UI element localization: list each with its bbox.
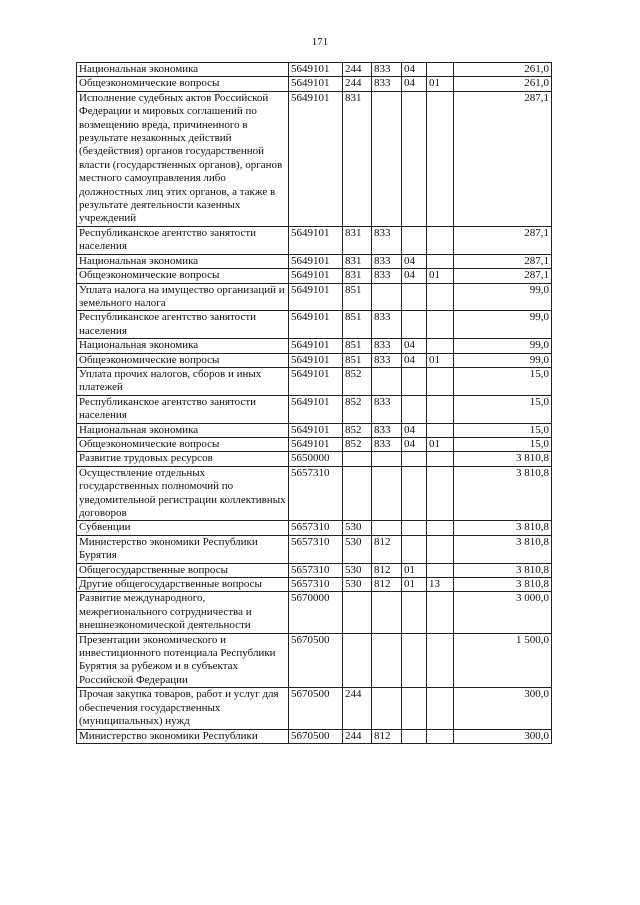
row-name: Презентации экономического и инвестиционного потенциала Республики Бурятия за рубежом и в субъектах Российской Федерации (77, 633, 289, 688)
row-section (402, 592, 427, 633)
row-amount: 3 810,8 (454, 452, 552, 466)
row-administrator: 833 (372, 77, 402, 91)
row-section: 01 (402, 563, 427, 577)
row-name: Уплата налога на имущество организаций и земельного налога (77, 283, 289, 311)
row-name: Министерство экономики Республики (77, 729, 289, 743)
row-name: Развитие международного, межрегионального сотрудничества и внешнеэкономической деятельности (77, 592, 289, 633)
row-amount: 3 810,8 (454, 466, 552, 521)
row-section: 01 (402, 578, 427, 592)
row-name: Национальная экономика (77, 423, 289, 437)
row-expense-type: 851 (343, 353, 372, 367)
row-amount: 99,0 (454, 283, 552, 311)
row-name: Национальная экономика (77, 339, 289, 353)
row-target-article: 5649101 (289, 283, 343, 311)
row-amount: 15,0 (454, 395, 552, 423)
row-administrator: 812 (372, 535, 402, 563)
row-amount: 287,1 (454, 91, 552, 226)
row-subsection (427, 466, 454, 521)
row-amount: 287,1 (454, 269, 552, 283)
row-amount: 287,1 (454, 254, 552, 268)
row-subsection (427, 633, 454, 688)
row-expense-type (343, 592, 372, 633)
row-administrator: 833 (372, 269, 402, 283)
row-section (402, 729, 427, 743)
table-row (77, 269, 552, 283)
row-target-article: 5670500 (289, 729, 343, 743)
table-row (77, 339, 552, 353)
row-target-article: 5670500 (289, 688, 343, 729)
row-administrator (372, 91, 402, 226)
row-amount: 15,0 (454, 423, 552, 437)
row-target-article: 5649101 (289, 77, 343, 91)
row-amount: 300,0 (454, 729, 552, 743)
row-subsection (427, 254, 454, 268)
row-name: Прочая закупка товаров, работ и услуг для обеспечения государственных (муниципальных) нужд (77, 688, 289, 729)
row-target-article: 5670000 (289, 592, 343, 633)
row-section (402, 226, 427, 254)
row-section (402, 535, 427, 563)
row-subsection (427, 521, 454, 535)
row-target-article: 5649101 (289, 226, 343, 254)
row-name: Исполнение судебных актов Российской Федерации и мировых соглашений по возмещению вреда, причиненного в результате незаконных действий (бездействия) органов государственной власти (государственных органов), органов местного самоуправления либо должностных лиц этих органов, а также в результате деятельности казенных учреждений (77, 91, 289, 226)
row-expense-type: 852 (343, 395, 372, 423)
table-row (77, 578, 552, 592)
row-subsection (427, 563, 454, 577)
table-row (77, 63, 552, 77)
row-target-article: 5649101 (289, 353, 343, 367)
row-expense-type (343, 466, 372, 521)
row-name: Республиканское агентство занятости населения (77, 226, 289, 254)
row-section (402, 91, 427, 226)
row-name: Осуществление отдельных государственных полномочий по уведомительной регистрации коллективных договоров (77, 466, 289, 521)
table-row (77, 311, 552, 339)
row-amount: 99,0 (454, 353, 552, 367)
row-expense-type: 244 (343, 729, 372, 743)
row-target-article: 5649101 (289, 254, 343, 268)
table-row (77, 633, 552, 688)
row-section (402, 633, 427, 688)
row-administrator: 812 (372, 729, 402, 743)
row-subsection (427, 283, 454, 311)
row-target-article: 5649101 (289, 63, 343, 77)
row-amount: 1 500,0 (454, 633, 552, 688)
table-row (77, 77, 552, 91)
row-amount: 3 810,8 (454, 563, 552, 577)
row-subsection (427, 423, 454, 437)
row-subsection (427, 535, 454, 563)
row-name: Национальная экономика (77, 63, 289, 77)
table-row (77, 91, 552, 226)
row-administrator: 833 (372, 226, 402, 254)
row-section (402, 311, 427, 339)
row-administrator (372, 633, 402, 688)
table-row (77, 452, 552, 466)
row-target-article: 5657310 (289, 535, 343, 563)
row-target-article: 5650000 (289, 452, 343, 466)
row-expense-type: 530 (343, 578, 372, 592)
row-section: 04 (402, 254, 427, 268)
row-expense-type: 831 (343, 254, 372, 268)
row-section (402, 521, 427, 535)
row-name: Уплата прочих налогов, сборов и иных платежей (77, 367, 289, 395)
row-section: 04 (402, 423, 427, 437)
row-expense-type (343, 452, 372, 466)
table-row (77, 353, 552, 367)
row-target-article: 5649101 (289, 311, 343, 339)
row-subsection (427, 729, 454, 743)
row-target-article: 5649101 (289, 395, 343, 423)
row-amount: 3 810,8 (454, 578, 552, 592)
row-name: Общегосударственные вопросы (77, 563, 289, 577)
row-section: 04 (402, 339, 427, 353)
row-name: Другие общегосударственные вопросы (77, 578, 289, 592)
table-row (77, 521, 552, 535)
row-amount: 99,0 (454, 339, 552, 353)
row-target-article: 5649101 (289, 269, 343, 283)
row-section: 04 (402, 77, 427, 91)
table-row (77, 367, 552, 395)
row-subsection (427, 367, 454, 395)
row-amount: 261,0 (454, 63, 552, 77)
row-target-article: 5649101 (289, 367, 343, 395)
row-section (402, 283, 427, 311)
table-row (77, 395, 552, 423)
row-administrator (372, 521, 402, 535)
row-amount: 261,0 (454, 77, 552, 91)
row-expense-type: 852 (343, 367, 372, 395)
row-name: Субвенции (77, 521, 289, 535)
table-row (77, 688, 552, 729)
row-amount: 300,0 (454, 688, 552, 729)
row-expense-type: 530 (343, 563, 372, 577)
row-name: Развитие трудовых ресурсов (77, 452, 289, 466)
row-subsection (427, 592, 454, 633)
row-target-article: 5649101 (289, 437, 343, 451)
row-expense-type: 831 (343, 91, 372, 226)
row-administrator (372, 592, 402, 633)
row-expense-type: 852 (343, 423, 372, 437)
row-target-article: 5657310 (289, 563, 343, 577)
table-row (77, 535, 552, 563)
row-name: Общеэкономические вопросы (77, 353, 289, 367)
row-amount: 3 810,8 (454, 521, 552, 535)
row-name: Национальная экономика (77, 254, 289, 268)
table-row (77, 283, 552, 311)
row-subsection (427, 452, 454, 466)
row-amount: 15,0 (454, 437, 552, 451)
row-administrator (372, 688, 402, 729)
row-subsection (427, 63, 454, 77)
row-administrator: 812 (372, 563, 402, 577)
row-subsection (427, 311, 454, 339)
row-subsection (427, 339, 454, 353)
row-administrator: 833 (372, 437, 402, 451)
row-expense-type: 851 (343, 283, 372, 311)
row-amount: 3 810,8 (454, 535, 552, 563)
row-amount: 287,1 (454, 226, 552, 254)
table-row (77, 254, 552, 268)
row-administrator: 833 (372, 339, 402, 353)
row-subsection: 01 (427, 77, 454, 91)
row-section: 04 (402, 353, 427, 367)
row-administrator: 833 (372, 395, 402, 423)
row-expense-type: 831 (343, 226, 372, 254)
row-section: 04 (402, 437, 427, 451)
row-section (402, 452, 427, 466)
row-expense-type: 851 (343, 311, 372, 339)
page-number: 171 (311, 36, 329, 48)
row-administrator: 812 (372, 578, 402, 592)
row-administrator (372, 466, 402, 521)
row-amount: 99,0 (454, 311, 552, 339)
row-expense-type: 244 (343, 688, 372, 729)
row-expense-type (343, 633, 372, 688)
row-administrator: 833 (372, 423, 402, 437)
row-target-article: 5657310 (289, 466, 343, 521)
row-administrator (372, 283, 402, 311)
row-target-article: 5670500 (289, 633, 343, 688)
row-expense-type: 530 (343, 521, 372, 535)
table-row (77, 437, 552, 451)
row-section (402, 367, 427, 395)
row-administrator (372, 452, 402, 466)
row-section: 04 (402, 269, 427, 283)
row-target-article: 5649101 (289, 423, 343, 437)
row-expense-type: 852 (343, 437, 372, 451)
row-name: Министерство экономики Республики Бурятия (77, 535, 289, 563)
row-subsection: 01 (427, 269, 454, 283)
budget-table (76, 62, 552, 744)
row-subsection (427, 395, 454, 423)
table-row (77, 592, 552, 633)
row-name: Республиканское агентство занятости населения (77, 395, 289, 423)
row-expense-type: 851 (343, 339, 372, 353)
row-target-article: 5649101 (289, 339, 343, 353)
row-administrator (372, 367, 402, 395)
row-name: Общеэкономические вопросы (77, 269, 289, 283)
row-section (402, 466, 427, 521)
row-administrator: 833 (372, 254, 402, 268)
table-row (77, 466, 552, 521)
row-expense-type: 244 (343, 77, 372, 91)
row-subsection (427, 226, 454, 254)
row-subsection: 13 (427, 578, 454, 592)
row-target-article: 5657310 (289, 521, 343, 535)
row-amount: 15,0 (454, 367, 552, 395)
row-administrator: 833 (372, 311, 402, 339)
row-subsection: 01 (427, 353, 454, 367)
row-section: 04 (402, 63, 427, 77)
row-section (402, 395, 427, 423)
row-expense-type: 530 (343, 535, 372, 563)
row-amount: 3 000,0 (454, 592, 552, 633)
row-section (402, 688, 427, 729)
row-name: Общеэкономические вопросы (77, 77, 289, 91)
row-target-article: 5657310 (289, 578, 343, 592)
row-subsection (427, 688, 454, 729)
row-expense-type: 244 (343, 63, 372, 77)
row-name: Общеэкономические вопросы (77, 437, 289, 451)
row-subsection: 01 (427, 437, 454, 451)
row-target-article: 5649101 (289, 91, 343, 226)
row-subsection (427, 91, 454, 226)
table-row (77, 563, 552, 577)
budget-table-body (77, 63, 552, 744)
table-row (77, 423, 552, 437)
table-row (77, 729, 552, 743)
row-expense-type: 831 (343, 269, 372, 283)
table-row (77, 226, 552, 254)
row-name: Республиканское агентство занятости населения (77, 311, 289, 339)
row-administrator: 833 (372, 353, 402, 367)
row-administrator: 833 (372, 63, 402, 77)
